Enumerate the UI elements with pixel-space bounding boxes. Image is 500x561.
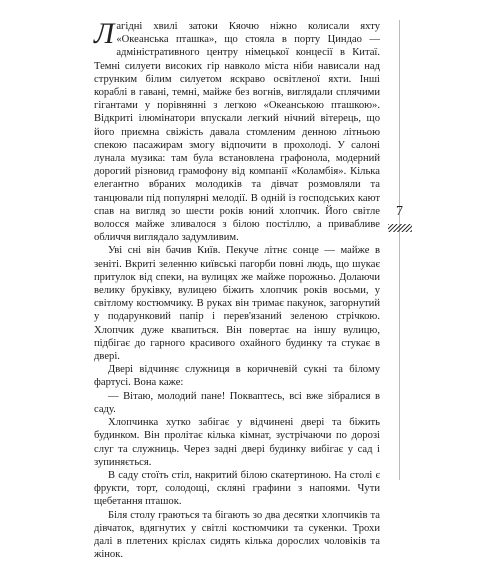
paragraph-text: агідні хвилі затоки Кяочю ніжно колисали яхту «Океанська пташка», що стояла в порту Циндао — адміністративного центру німецької концесії в Китаї. Темні силуети високих гір навколо міста ніби нависали над струнким білим силуетом яскраво освітленої яхти. Інші кораблі в гавані, темні, майже без вогнів, виглядали сплячими гігантами у порівнянні з легкою «Океанською пташкою». Відкриті ілюмінатори впускали легкий нічний вітерець, що його приємна свіжість давала стомленим денною літньою спекою пасажирам змогу відпочити в прохолоді. У салоні лунала музика: там була встановлена графонола, модерний дорогий різновид грамофону від компанії «Коламбія». Кілька елегантно вбраних молодиків та дівчат розмовляли та танцювали під популярні мелодії. В одній із господських кают спав на вигляд зо шести років юний хлопчик. Його світле волосся майже зливалося з білою постіллю, а привабливе обличчя виглядало задумливим. bbox=[94, 21, 380, 244]
drop-cap: Л bbox=[94, 17, 115, 50]
margin-divider bbox=[399, 20, 400, 480]
page-number-hatch-ornament bbox=[388, 224, 412, 232]
paragraph: Двері відчиняє служниця в коричневій сукні та білому фартусі. Вона каже: bbox=[94, 364, 380, 389]
paragraph: Уві сні він бачив Київ. Пекуче літнє сонце — майже в зеніті. Вкриті зеленню київські пагорби повні людь, що шукає притулок від спеки, на вулицях же майже порожньо. Долаючи велику бруківку, вулицею біжить хлопчик років восьми, у світлому костюмчику. В руках він тримає пакунок, загорнутий у подарунковий папір і перев'язаний зеленою стрічкою. Хлопчик дуже квапиться. Він повертає на іншу вулицю, підбігає до гарного красивого охайного будинку та стукає в двері. bbox=[94, 245, 380, 363]
paragraph: — Вітаю, молодий пане! Покваптесь, всі вже зібралися в саду. bbox=[94, 390, 380, 415]
page-number: 7 bbox=[396, 204, 403, 219]
paragraph: Біля столу граються та бігають зо два десятки хлопчиків та дівчаток, вдягнутих у світлі костюмчики та сукенки. Трохи далі в плетених кріслах сидять кілька дорослих чоловіків та жінок. bbox=[94, 509, 380, 561]
paragraph: В саду стоїть стіл, накритий білою скатертиною. На столі є фрукти, торт, солодощі, скляні графини з напоями. Чути щебетання пташок. bbox=[94, 469, 380, 508]
paragraph bbox=[94, 17, 380, 244]
paragraph: Хлопчинка хутко забігає у відчинені двері та біжить будинком. Він пролітає кілька кімнат, зустрічаючи по дорозі слуг та служниць. Через задні двері будинку вибігає у сад і зупиняється. bbox=[94, 417, 380, 468]
body-text bbox=[94, 17, 380, 561]
